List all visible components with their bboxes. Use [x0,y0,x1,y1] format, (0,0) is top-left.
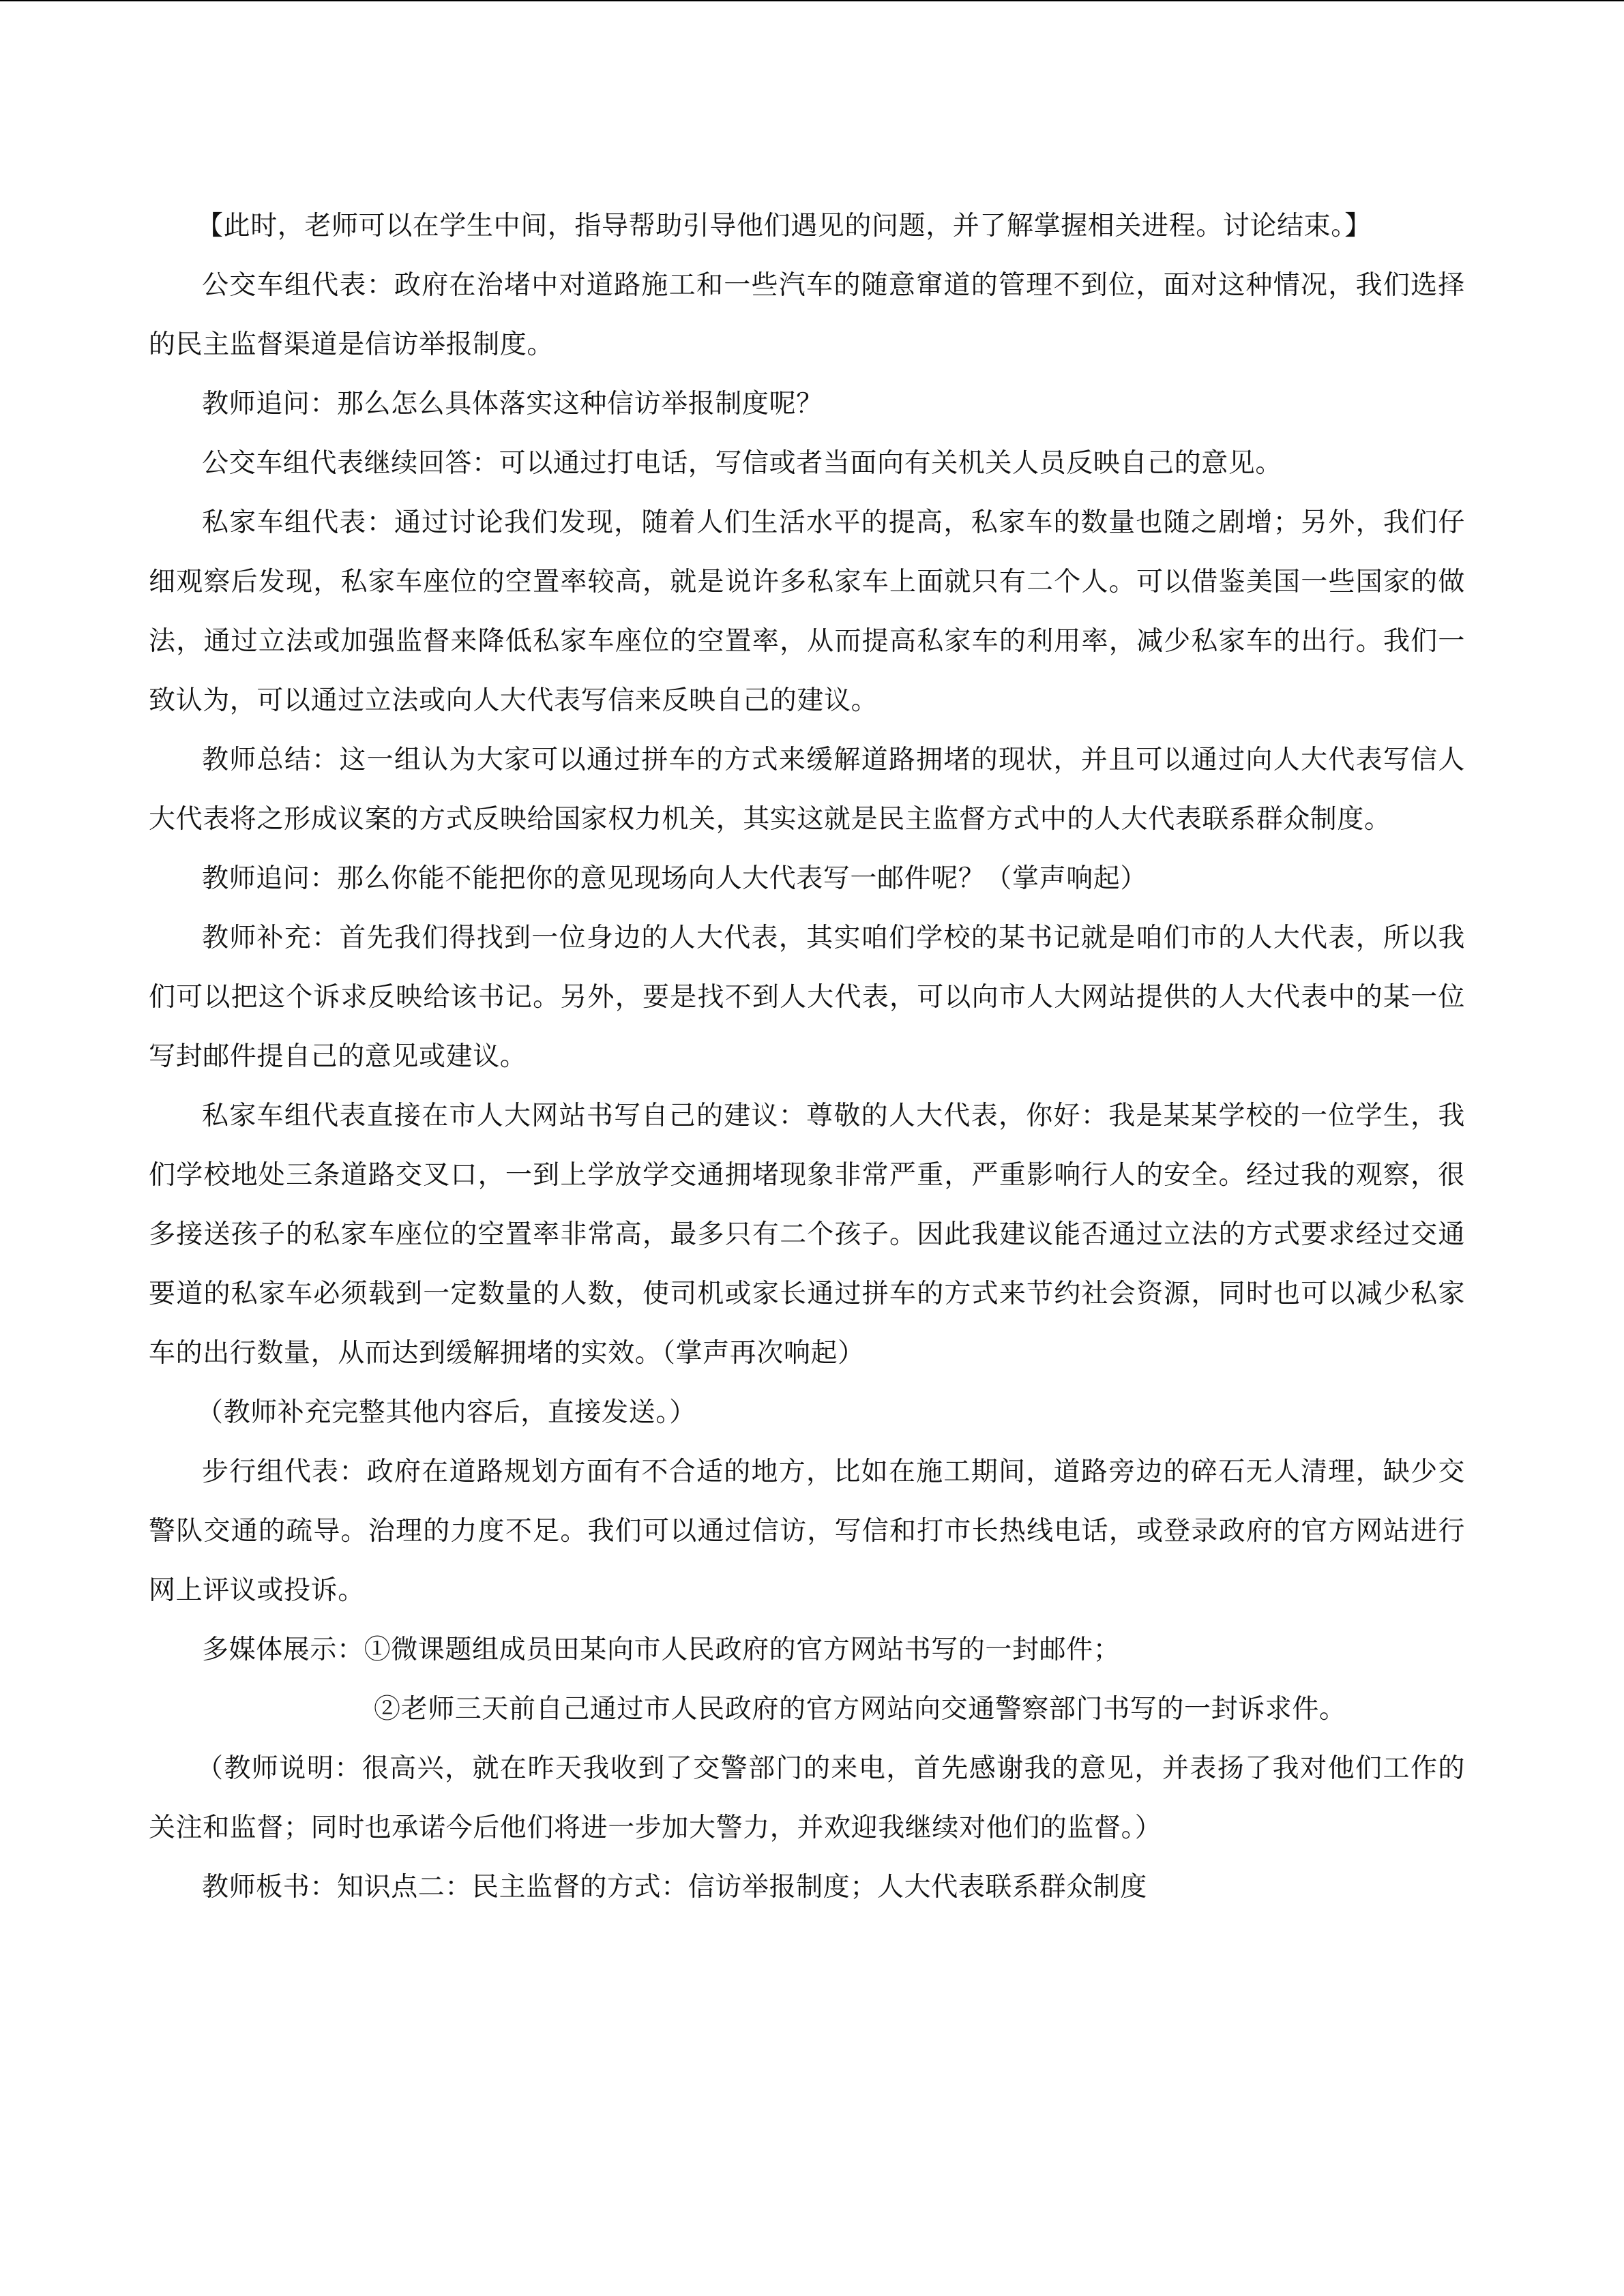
paragraph-walking-group: 步行组代表：政府在道路规划方面有不合适的地方，比如在施工期间，道路旁边的碎石无人清理，缺少交警队交通的疏导。治理的力度不足。我们可以通过信访，写信和打市长热线电话，或登录政府的官方网站进行网上评议或投诉。 [149,1457,1465,1606]
paragraph-teacher-send: （教师补充完整其他内容后，直接发送。） [196,1397,696,1428]
paragraph-teacher-summary: 教师总结：这一组认为大家可以通过拼车的方式来缓解道路拥堵的现状，并且可以通过向人大代表写信人大代表将之形成议案的方式反映给国家权力机关，其实这就是民主监督方式中的人大代表联系群众制度。 [149,745,1465,835]
paragraph-teacher-question-2: 教师追问：那么你能不能把你的意见现场向人大代表写一邮件呢？（掌声响起） [202,863,1148,894]
paragraph-blackboard: 教师板书：知识点二：民主监督的方式：信访举报制度；人大代表联系群众制度 [202,1872,1148,1903]
paragraph-multimedia-1: 多媒体展示：①微课题组成员田某向市人民政府的官方网站书写的一封邮件； [202,1635,1121,1665]
paragraph-bus-group-answer: 公交车组代表继续回答：可以通过打电话，写信或者当面向有关机关人员反映自己的意见。 [202,448,1283,479]
document-body [149,196,1465,1917]
paragraph-multimedia-2: ②老师三天前自己通过市人民政府的官方网站向交通警察部门书写的一封诉求件。 [374,1694,1346,1725]
paragraph-teacher-question-1: 教师追问：那么怎么具体落实这种信访举报制度呢？ [202,389,823,419]
paragraph-teacher-supplement: 教师补充：首先我们得找到一位身边的人大代表，其实咱们学校的某书记就是咱们市的人大代表，所以我们可以把这个诉求反映给该书记。另外，要是找不到人大代表，可以向市人大网站提供的人大代表中的某一位写封邮件提自己的意见或建议。 [149,923,1465,1072]
paragraph-private-car-suggestion: 私家车组代表直接在市人大网站书写自己的建议：尊敬的人大代表，你好：我是某某学校的一位学生，我们学校地处三条道路交叉口，一到上学放学交通拥堵现象非常严重，严重影响行人的安全。经过我的观察，很多接送孩子的私家车座位的空置率非常高，最多只有二个孩子。因此我建议能否通过立法的方式要求经过交通要道的私家车必须载到一定数量的人数，使司机或家长通过拼车的方式来节约社会资源，同时也可以减少私家车的出行数量，从而达到缓解拥堵的实效。（掌声再次响起） [149,1101,1465,1369]
paragraph-discussion-end: 【此时，老师可以在学生中间，指导帮助引导他们遇见的问题，并了解掌握相关进程。讨论结束。】 [196,211,1372,241]
paragraph-bus-group: 公交车组代表：政府在治堵中对道路施工和一些汽车的随意窜道的管理不到位，面对这种情况，我们选择的民主监督渠道是信访举报制度。 [149,270,1465,360]
paragraph-teacher-explanation: （教师说明：很高兴，就在昨天我收到了交警部门的来电，首先感谢我的意见，并表扬了我对他们工作的关注和监督；同时也承诺今后他们将进一步加大警力，并欢迎我继续对他们的监督。） [149,1753,1465,1843]
paragraph-private-car-group: 私家车组代表：通过讨论我们发现，随着人们生活水平的提高，私家车的数量也随之剧增；另外，我们仔细观察后发现，私家车座位的空置率较高，就是说许多私家车上面就只有二个人。可以借鉴美国一些国家的做法，通过立法或加强监督来降低私家车座位的空置率，从而提高私家车的利用率，减少私家车的出行。我们一致认为，可以通过立法或向人大代表写信来反映自己的建议。 [149,507,1465,716]
